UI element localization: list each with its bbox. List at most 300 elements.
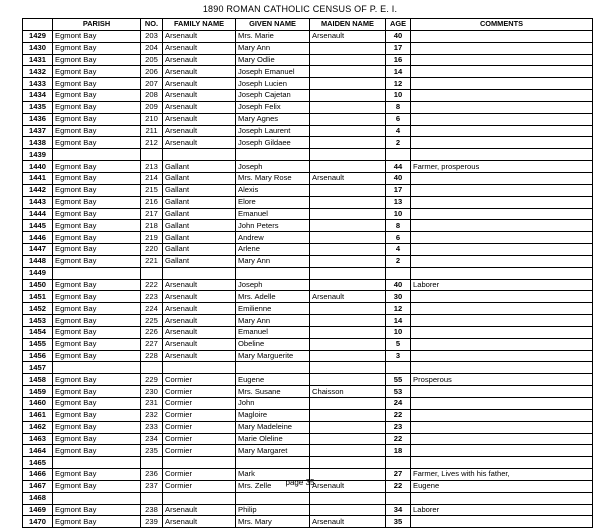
number-cell: 223 <box>141 291 163 303</box>
table-row <box>23 149 593 161</box>
given-name-cell: Elore <box>236 196 310 208</box>
parish-cell: Egmont Bay <box>53 42 141 54</box>
maiden-name-cell <box>310 113 386 125</box>
column-header: GIVEN NAME <box>236 19 310 31</box>
given-name-cell: Mary Madeleine <box>236 421 310 433</box>
record-number-cell: 1461 <box>23 409 53 421</box>
family-name-cell: Arsenault <box>163 137 236 149</box>
parish-cell <box>53 492 141 504</box>
record-number-cell: 1452 <box>23 303 53 315</box>
age-cell: 2 <box>386 255 411 267</box>
family-name-cell: Gallant <box>163 172 236 184</box>
age-cell: 55 <box>386 374 411 386</box>
maiden-name-cell <box>310 137 386 149</box>
maiden-name-cell <box>310 362 386 374</box>
parish-cell: Egmont Bay <box>53 196 141 208</box>
given-name-cell <box>236 492 310 504</box>
age-cell: 12 <box>386 303 411 315</box>
header-row <box>23 19 593 31</box>
comments-cell <box>411 137 593 149</box>
table-row <box>23 279 593 291</box>
parish-cell <box>53 362 141 374</box>
number-cell <box>141 362 163 374</box>
comments-cell <box>411 42 593 54</box>
table-row <box>23 291 593 303</box>
parish-cell: Egmont Bay <box>53 326 141 338</box>
parish-cell: Egmont Bay <box>53 303 141 315</box>
age-cell: 30 <box>386 291 411 303</box>
number-cell: 235 <box>141 445 163 457</box>
parish-cell: Egmont Bay <box>53 54 141 66</box>
age-cell: 40 <box>386 30 411 42</box>
number-cell: 211 <box>141 125 163 137</box>
age-cell: 14 <box>386 66 411 78</box>
comments-cell <box>411 267 593 279</box>
maiden-name-cell <box>310 125 386 137</box>
family-name-cell: Arsenault <box>163 291 236 303</box>
number-cell: 229 <box>141 374 163 386</box>
family-name-cell: Gallant <box>163 244 236 256</box>
family-name-cell: Cormier <box>163 480 236 492</box>
given-name-cell: Alexis <box>236 184 310 196</box>
column-header: MAIDEN NAME <box>310 19 386 31</box>
maiden-name-cell: Arsenault <box>310 291 386 303</box>
record-number-cell: 1446 <box>23 232 53 244</box>
number-cell: 226 <box>141 326 163 338</box>
number-cell: 227 <box>141 338 163 350</box>
given-name-cell: Joseph Emanuel <box>236 66 310 78</box>
maiden-name-cell <box>310 149 386 161</box>
comments-cell: Farmer, Lives with his father, <box>411 469 593 481</box>
number-cell: 236 <box>141 469 163 481</box>
family-name-cell: Gallant <box>163 232 236 244</box>
table-row <box>23 244 593 256</box>
comments-cell <box>411 30 593 42</box>
parish-cell: Egmont Bay <box>53 220 141 232</box>
given-name-cell: Joseph Felix <box>236 101 310 113</box>
given-name-cell: Mrs. Mary Rose <box>236 172 310 184</box>
age-cell: 22 <box>386 433 411 445</box>
maiden-name-cell <box>310 66 386 78</box>
number-cell: 215 <box>141 184 163 196</box>
column-header <box>23 19 53 31</box>
family-name-cell <box>163 149 236 161</box>
table-row <box>23 386 593 398</box>
parish-cell: Egmont Bay <box>53 350 141 362</box>
record-number-cell: 1457 <box>23 362 53 374</box>
record-number-cell: 1440 <box>23 161 53 173</box>
table-row <box>23 232 593 244</box>
comments-cell <box>411 208 593 220</box>
record-number-cell: 1441 <box>23 172 53 184</box>
number-cell: 214 <box>141 172 163 184</box>
given-name-cell: Mary Odlie <box>236 54 310 66</box>
given-name-cell: Joseph Lucien <box>236 78 310 90</box>
parish-cell: Egmont Bay <box>53 255 141 267</box>
table-row <box>23 445 593 457</box>
record-number-cell: 1434 <box>23 90 53 102</box>
comments-cell <box>411 220 593 232</box>
comments-cell <box>411 350 593 362</box>
table-row <box>23 113 593 125</box>
age-cell: 22 <box>386 480 411 492</box>
record-number-cell: 1465 <box>23 457 53 469</box>
maiden-name-cell <box>310 279 386 291</box>
age-cell <box>386 362 411 374</box>
maiden-name-cell <box>310 338 386 350</box>
number-cell: 239 <box>141 516 163 528</box>
parish-cell: Egmont Bay <box>53 480 141 492</box>
record-number-cell: 1454 <box>23 326 53 338</box>
column-header: AGE <box>386 19 411 31</box>
column-header: PARISH <box>53 19 141 31</box>
maiden-name-cell <box>310 421 386 433</box>
family-name-cell: Arsenault <box>163 350 236 362</box>
maiden-name-cell: Arsenault <box>310 30 386 42</box>
table-row <box>23 374 593 386</box>
comments-cell <box>411 78 593 90</box>
given-name-cell: Magloire <box>236 409 310 421</box>
given-name-cell: Arlene <box>236 244 310 256</box>
maiden-name-cell <box>310 326 386 338</box>
parish-cell: Egmont Bay <box>53 409 141 421</box>
comments-cell <box>411 66 593 78</box>
family-name-cell <box>163 362 236 374</box>
maiden-name-cell <box>310 208 386 220</box>
given-name-cell: Andrew <box>236 232 310 244</box>
age-cell: 12 <box>386 78 411 90</box>
number-cell: 225 <box>141 315 163 327</box>
parish-cell: Egmont Bay <box>53 66 141 78</box>
number-cell: 224 <box>141 303 163 315</box>
table-row <box>23 255 593 267</box>
table-row <box>23 42 593 54</box>
record-number-cell: 1470 <box>23 516 53 528</box>
family-name-cell: Arsenault <box>163 78 236 90</box>
parish-cell: Egmont Bay <box>53 504 141 516</box>
table-row <box>23 362 593 374</box>
age-cell <box>386 457 411 469</box>
census-table <box>22 18 593 528</box>
given-name-cell <box>236 149 310 161</box>
maiden-name-cell <box>310 433 386 445</box>
family-name-cell: Cormier <box>163 469 236 481</box>
table-row <box>23 516 593 528</box>
table-row <box>23 504 593 516</box>
comments-cell <box>411 421 593 433</box>
table-row <box>23 350 593 362</box>
given-name-cell: Eugene <box>236 374 310 386</box>
number-cell: 238 <box>141 504 163 516</box>
age-cell: 17 <box>386 42 411 54</box>
record-number-cell: 1444 <box>23 208 53 220</box>
record-number-cell: 1445 <box>23 220 53 232</box>
comments-cell <box>411 445 593 457</box>
given-name-cell: Joseph <box>236 161 310 173</box>
record-number-cell: 1450 <box>23 279 53 291</box>
maiden-name-cell <box>310 255 386 267</box>
family-name-cell: Arsenault <box>163 125 236 137</box>
maiden-name-cell <box>310 184 386 196</box>
age-cell: 40 <box>386 279 411 291</box>
family-name-cell: Arsenault <box>163 326 236 338</box>
comments-cell <box>411 291 593 303</box>
age-cell: 6 <box>386 232 411 244</box>
family-name-cell: Cormier <box>163 445 236 457</box>
parish-cell: Egmont Bay <box>53 172 141 184</box>
family-name-cell: Cormier <box>163 421 236 433</box>
age-cell: 10 <box>386 208 411 220</box>
given-name-cell <box>236 267 310 279</box>
record-number-cell: 1455 <box>23 338 53 350</box>
comments-cell: Farmer, prosperous <box>411 161 593 173</box>
number-cell: 210 <box>141 113 163 125</box>
comments-cell <box>411 303 593 315</box>
maiden-name-cell <box>310 78 386 90</box>
family-name-cell: Arsenault <box>163 303 236 315</box>
given-name-cell <box>236 362 310 374</box>
maiden-name-cell <box>310 267 386 279</box>
record-number-cell: 1464 <box>23 445 53 457</box>
record-number-cell: 1436 <box>23 113 53 125</box>
record-number-cell: 1443 <box>23 196 53 208</box>
number-cell: 216 <box>141 196 163 208</box>
maiden-name-cell <box>310 315 386 327</box>
given-name-cell: Mary Agnes <box>236 113 310 125</box>
number-cell: 222 <box>141 279 163 291</box>
family-name-cell: Arsenault <box>163 42 236 54</box>
age-cell: 17 <box>386 184 411 196</box>
page-number: page 35 <box>285 478 315 487</box>
given-name-cell: John <box>236 398 310 410</box>
parish-cell: Egmont Bay <box>53 445 141 457</box>
comments-cell <box>411 326 593 338</box>
number-cell: 219 <box>141 232 163 244</box>
table-row <box>23 137 593 149</box>
maiden-name-cell <box>310 492 386 504</box>
parish-cell: Egmont Bay <box>53 433 141 445</box>
comments-cell <box>411 125 593 137</box>
age-cell: 4 <box>386 125 411 137</box>
family-name-cell: Gallant <box>163 196 236 208</box>
table-row <box>23 398 593 410</box>
table-row <box>23 208 593 220</box>
comments-cell <box>411 492 593 504</box>
comments-cell <box>411 54 593 66</box>
record-number-cell: 1459 <box>23 386 53 398</box>
maiden-name-cell <box>310 445 386 457</box>
record-number-cell: 1449 <box>23 267 53 279</box>
table-row <box>23 315 593 327</box>
maiden-name-cell <box>310 504 386 516</box>
given-name-cell: John Peters <box>236 220 310 232</box>
comments-cell: Laborer <box>411 504 593 516</box>
parish-cell: Egmont Bay <box>53 184 141 196</box>
table-row <box>23 184 593 196</box>
parish-cell: Egmont Bay <box>53 244 141 256</box>
family-name-cell: Arsenault <box>163 504 236 516</box>
parish-cell: Egmont Bay <box>53 516 141 528</box>
comments-cell <box>411 433 593 445</box>
record-number-cell: 1442 <box>23 184 53 196</box>
age-cell: 16 <box>386 54 411 66</box>
age-cell: 23 <box>386 421 411 433</box>
age-cell: 40 <box>386 172 411 184</box>
number-cell: 220 <box>141 244 163 256</box>
record-number-cell: 1433 <box>23 78 53 90</box>
number-cell: 228 <box>141 350 163 362</box>
maiden-name-cell <box>310 350 386 362</box>
table-row <box>23 125 593 137</box>
family-name-cell: Cormier <box>163 409 236 421</box>
table-row <box>23 326 593 338</box>
record-number-cell: 1462 <box>23 421 53 433</box>
family-name-cell: Cormier <box>163 433 236 445</box>
family-name-cell <box>163 267 236 279</box>
record-number-cell: 1430 <box>23 42 53 54</box>
number-cell: 208 <box>141 90 163 102</box>
age-cell: 6 <box>386 113 411 125</box>
maiden-name-cell <box>310 457 386 469</box>
table-row <box>23 421 593 433</box>
comments-cell <box>411 457 593 469</box>
column-header: NO. <box>141 19 163 31</box>
table-row <box>23 433 593 445</box>
comments-cell <box>411 232 593 244</box>
table-row <box>23 30 593 42</box>
number-cell: 207 <box>141 78 163 90</box>
record-number-cell: 1448 <box>23 255 53 267</box>
maiden-name-cell <box>310 303 386 315</box>
number-cell: 221 <box>141 255 163 267</box>
maiden-name-cell: Chaisson <box>310 386 386 398</box>
column-header: COMMENTS <box>411 19 593 31</box>
given-name-cell: Emilienne <box>236 303 310 315</box>
comments-cell: Prosperous <box>411 374 593 386</box>
record-number-cell: 1453 <box>23 315 53 327</box>
record-number-cell: 1458 <box>23 374 53 386</box>
family-name-cell <box>163 457 236 469</box>
number-cell: 218 <box>141 220 163 232</box>
parish-cell: Egmont Bay <box>53 386 141 398</box>
family-name-cell: Gallant <box>163 255 236 267</box>
age-cell: 5 <box>386 338 411 350</box>
given-name-cell: Mrs. Susane <box>236 386 310 398</box>
table-row <box>23 161 593 173</box>
record-number-cell: 1463 <box>23 433 53 445</box>
record-number-cell: 1456 <box>23 350 53 362</box>
age-cell: 4 <box>386 244 411 256</box>
family-name-cell: Gallant <box>163 208 236 220</box>
age-cell <box>386 267 411 279</box>
maiden-name-cell <box>310 232 386 244</box>
comments-cell <box>411 196 593 208</box>
comments-cell <box>411 90 593 102</box>
table-row <box>23 303 593 315</box>
given-name-cell: Joseph Gildaee <box>236 137 310 149</box>
parish-cell: Egmont Bay <box>53 232 141 244</box>
age-cell: 10 <box>386 326 411 338</box>
parish-cell: Egmont Bay <box>53 137 141 149</box>
age-cell: 35 <box>386 516 411 528</box>
number-cell: 203 <box>141 30 163 42</box>
age-cell: 22 <box>386 409 411 421</box>
family-name-cell: Arsenault <box>163 101 236 113</box>
maiden-name-cell <box>310 90 386 102</box>
table-row <box>23 338 593 350</box>
maiden-name-cell <box>310 196 386 208</box>
comments-cell <box>411 113 593 125</box>
age-cell: 8 <box>386 101 411 113</box>
maiden-name-cell <box>310 101 386 113</box>
parish-cell: Egmont Bay <box>53 315 141 327</box>
age-cell: 24 <box>386 398 411 410</box>
comments-cell <box>411 172 593 184</box>
family-name-cell: Cormier <box>163 386 236 398</box>
record-number-cell: 1437 <box>23 125 53 137</box>
number-cell: 209 <box>141 101 163 113</box>
family-name-cell: Arsenault <box>163 113 236 125</box>
table-row <box>23 172 593 184</box>
record-number-cell: 1447 <box>23 244 53 256</box>
parish-cell: Egmont Bay <box>53 291 141 303</box>
parish-cell: Egmont Bay <box>53 398 141 410</box>
table-row <box>23 220 593 232</box>
table-row <box>23 492 593 504</box>
comments-cell <box>411 386 593 398</box>
record-number-cell: 1469 <box>23 504 53 516</box>
parish-cell: Egmont Bay <box>53 469 141 481</box>
age-cell: 10 <box>386 90 411 102</box>
family-name-cell: Arsenault <box>163 90 236 102</box>
given-name-cell: Mary Ann <box>236 255 310 267</box>
age-cell: 18 <box>386 445 411 457</box>
record-number-cell: 1467 <box>23 480 53 492</box>
parish-cell <box>53 267 141 279</box>
given-name-cell: Emanuel <box>236 326 310 338</box>
given-name-cell: Joseph Cajetan <box>236 90 310 102</box>
maiden-name-cell <box>310 42 386 54</box>
age-cell: 27 <box>386 469 411 481</box>
age-cell: 3 <box>386 350 411 362</box>
census-body <box>23 30 593 527</box>
number-cell <box>141 149 163 161</box>
number-cell: 234 <box>141 433 163 445</box>
maiden-name-cell: Arsenault <box>310 480 386 492</box>
age-cell: 34 <box>386 504 411 516</box>
age-cell: 2 <box>386 137 411 149</box>
table-row <box>23 196 593 208</box>
given-name-cell: Mary Margaret <box>236 445 310 457</box>
parish-cell: Egmont Bay <box>53 338 141 350</box>
number-cell: 237 <box>141 480 163 492</box>
table-row <box>23 457 593 469</box>
family-name-cell: Gallant <box>163 184 236 196</box>
number-cell: 232 <box>141 409 163 421</box>
age-cell <box>386 149 411 161</box>
number-cell: 213 <box>141 161 163 173</box>
comments-cell <box>411 149 593 161</box>
given-name-cell: Mark <box>236 469 310 481</box>
given-name-cell: Mary Marguerite <box>236 350 310 362</box>
maiden-name-cell <box>310 220 386 232</box>
record-number-cell: 1429 <box>23 30 53 42</box>
given-name-cell: Joseph Laurent <box>236 125 310 137</box>
given-name-cell: Emanuel <box>236 208 310 220</box>
number-cell: 212 <box>141 137 163 149</box>
comments-cell <box>411 255 593 267</box>
family-name-cell: Arsenault <box>163 30 236 42</box>
